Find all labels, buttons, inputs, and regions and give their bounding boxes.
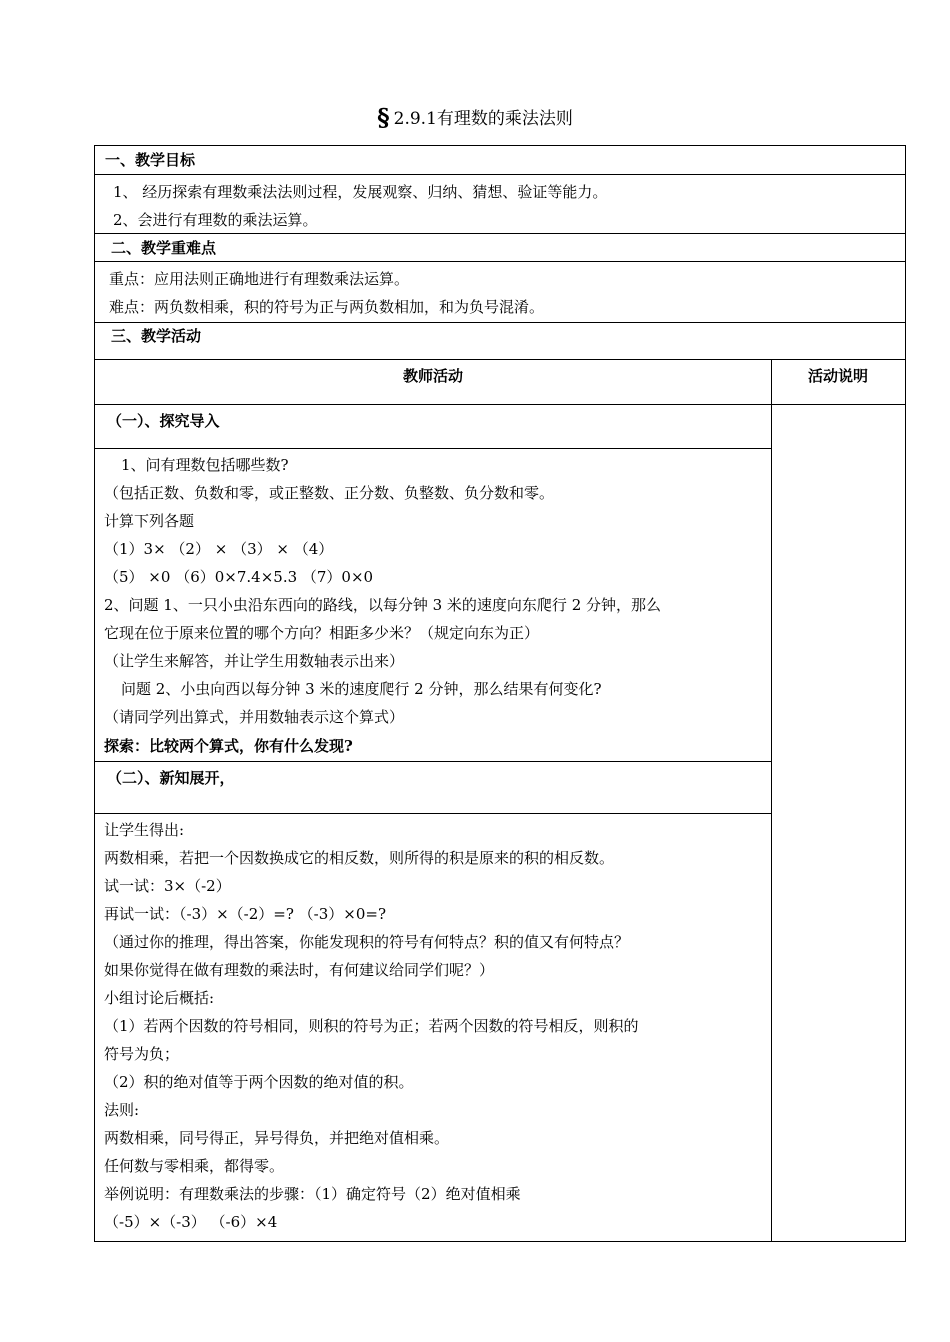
part2-line: 两数相乘，同号得正，异号得负，并把绝对值相乘。: [104, 1129, 450, 1147]
part1-line: （请同学列出算式，并用数轴表示这个算式）: [104, 708, 405, 726]
explore-question: 探索：比较两个算式，你有什么发现?: [104, 737, 353, 755]
part2-line: 法则:: [104, 1101, 140, 1119]
column-divider: [771, 359, 772, 1241]
divider: [95, 404, 905, 405]
divider: [95, 322, 905, 323]
part2-line: 任何数与零相乘，都得零。: [104, 1157, 285, 1175]
part1-line: 1、问有理数包括哪些数?: [121, 456, 289, 474]
part2-heading: （二）、新知展开，: [107, 769, 235, 787]
divider: [95, 359, 905, 360]
divider: [95, 174, 905, 175]
divider: [95, 761, 771, 762]
goal-item: 2、会进行有理数的乘法运算。: [113, 211, 318, 229]
key-heading: 二、教学重难点: [111, 239, 217, 257]
teacher-activity-header: 教师活动: [402, 367, 463, 385]
part2-line: 再试一试：（-3）×（-2）=? （-3）×0=?: [104, 905, 387, 923]
divider: [95, 448, 771, 449]
part1-line: 问题 2、小虫向西以每分钟 3 米的速度爬行 2 分钟，那么结果有何变化?: [121, 680, 602, 698]
part2-line: 符号为负；: [104, 1045, 180, 1063]
goals-heading: 一、教学目标: [105, 151, 196, 169]
part1-line: 它现在位于原来位置的哪个方向？相距多少米？（规定向东为正）: [104, 624, 540, 642]
part1-line: （让学生来解答，并让学生用数轴表示出来）: [104, 652, 405, 670]
part2-line: 小组讨论后概括:: [104, 989, 215, 1007]
part2-line: 如果你觉得在做有理数的乘法时，有何建议给同学们呢？）: [104, 961, 495, 979]
goal-item: 1、 经历探索有理数乘法法则过程，发展观察、归纳、猜想、验证等能力。: [113, 183, 608, 201]
page-title: [0, 104, 950, 133]
key-point: 重点：应用法则正确地进行有理数乘法运算。: [109, 270, 410, 288]
part2-line: 两数相乘，若把一个因数换成它的相反数，则所得的积是原来的积的相反数。: [104, 849, 615, 867]
part1-line: （1）3× （2） × （3） × （4）: [104, 540, 334, 558]
part2-line: 让学生得出:: [104, 821, 185, 839]
activity-heading: 三、教学活动: [111, 327, 202, 345]
divider: [95, 261, 905, 262]
divider: [95, 233, 905, 234]
part2-line: 试一试：3×（-2）: [104, 877, 231, 895]
part1-line: （包括正数、负数和零，或正整数、正分数、负整数、负分数和零。: [104, 484, 555, 502]
part2-line: 举例说明：有理数乘法的步骤：（1）确定符号（2）绝对值相乘: [104, 1185, 521, 1203]
part2-line: （通过你的推理，得出答案，你能发现积的符号有何特点？积的值又有何特点？: [104, 933, 630, 951]
difficult-point: 难点：两负数相乘，积的符号为正与两负数相加，和为负号混淆。: [109, 298, 545, 316]
lesson-plan-table: [94, 145, 906, 1242]
part2-line: （1）若两个因数的符号相同，则积的符号为正；若两个因数的符号相反，则积的: [104, 1017, 639, 1035]
part1-line: 2、问题 1、一只小虫沿东西向的路线，以每分钟 3 米的速度向东爬行 2 分钟，那么: [104, 596, 662, 614]
part1-line: 计算下列各题: [104, 512, 195, 530]
part1-heading: （一）、探究导入: [107, 412, 220, 430]
section-symbol: §: [377, 103, 390, 132]
part1-line: （5） ×0 （6）0×7.4×5.3 （7）0×0: [104, 568, 374, 586]
part2-line: （-5）×（-3） （-6）×4: [104, 1213, 278, 1231]
divider: [95, 813, 771, 814]
activity-note-header: 活动说明: [807, 367, 868, 385]
title-text: 2.9.1有理数的乘法法则: [393, 109, 573, 129]
part2-line: （2）积的绝对值等于两个因数的绝对值的积。: [104, 1073, 414, 1091]
